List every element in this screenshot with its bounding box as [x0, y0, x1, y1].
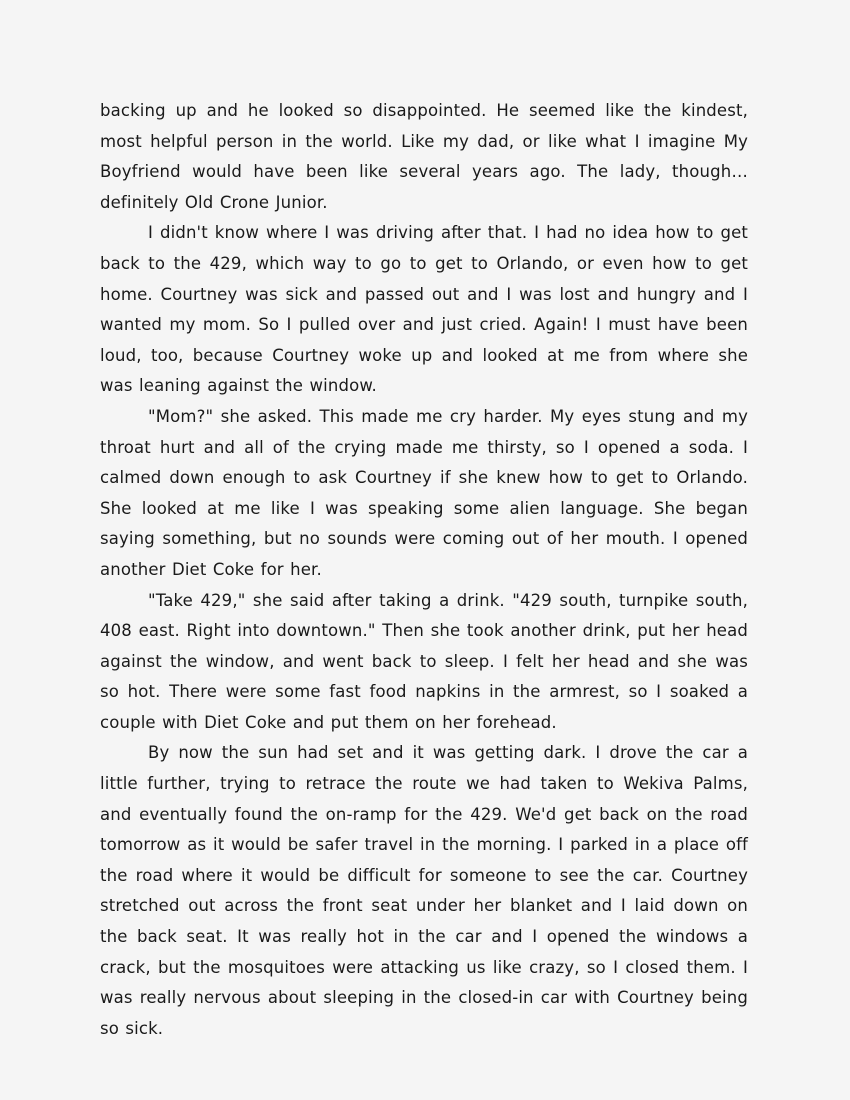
- paragraph-4: "Take 429," she said after taking a drink. "429 south, turnpike south, 408 east. Right into downtown." Then she took another drink, put her head against the window, and went back to sleep. I felt her head and she was so hot. There were some fast food napkins in the armrest, so I soaked a couple with Diet Coke and put them on her forehead.: [100, 590, 748, 732]
- paragraph-5: By now the sun had set and it was getting dark. I drove the car a little further, trying to retrace the route we had taken to Wekiva Palms, and eventually found the on-ramp for the 429. We'd get back on the road tomorrow as it would be safer travel in the morning. I parked in a place off the road where it would be difficult for someone to see the car. Courtney stretched out across the front seat under her blanket and I laid down on the back seat. It was really hot in the car and I opened the windows a crack, but the mosquitoes were attacking us like crazy, so I closed them. I was really nervous about sleeping in the closed-in car with Courtney being so sick.: [100, 743, 748, 1038]
- text-body: [100, 96, 748, 1044]
- paragraph-2: I didn't know where I was driving after that. I had no idea how to get back to the 429, which way to go to get to Orlando, or even how to get home. Courtney was sick and passed out and I was lost and hungry and I wanted my mom. So I pulled over and just cried. Again! I must have been loud, too, because Courtney woke up and looked at me from where she was leaning against the window.: [100, 223, 748, 396]
- paragraph-3: "Mom?" she asked. This made me cry harder. My eyes stung and my throat hurt and all of the crying made me thirsty, so I opened a soda. I calmed down enough to ask Courtney if she knew how to get to Orlando. She looked at me like I was speaking some alien language. She began saying something, but no sounds were coming out of her mouth. I opened another Diet Coke for her.: [100, 406, 748, 579]
- paragraph-1: backing up and he looked so disappointed. He seemed like the kindest, most helpful person in the world. Like my dad, or like what I imagine My Boyfriend would have been like several years ago. The lady, though… definitely Old Crone Junior.: [100, 101, 748, 212]
